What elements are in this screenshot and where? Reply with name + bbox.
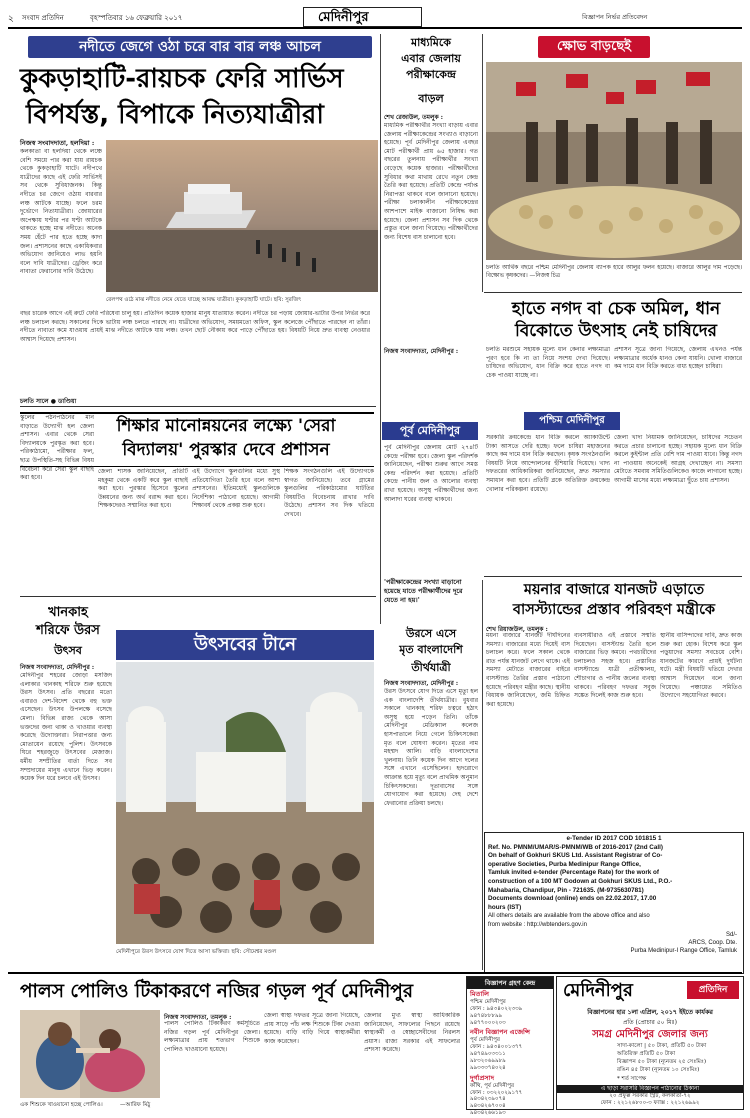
promo-bottom-2: ২০ প্রফুল্ল সরকার স্ট্রিট, কলকাতা-৭২ bbox=[609, 1093, 691, 1099]
tender-line-5: construction of a 100 MT Godown at Gokhuri SKUS Ltd., P.O.- bbox=[488, 877, 673, 885]
col-rule-2 bbox=[482, 34, 483, 292]
exam-title-3: পরীক্ষাকেন্দ্র bbox=[406, 68, 456, 81]
ads-agent-1: নবীন বিজ্ঞাপন এজেন্সি পূর্ব মেদিনীপুর ফোন : ৯৪৩৪০০১৩৭৭ ৯৪৭৪৯০৩৩১১ ৯৮৩২০৬৯৯৮৯ ৯৯৩৩৩৭৪০২৪ bbox=[470, 1028, 530, 1071]
ads-box bbox=[466, 976, 554, 1116]
paddy-byline: নিজস্ব সংবাদদাতা, মেদিনীপুর : bbox=[384, 348, 459, 355]
urs-photo-image bbox=[116, 662, 374, 944]
tender-line-2: On behalf of Gokhuri SKUS Ltd. Assistant Registrar of Co- bbox=[488, 852, 663, 860]
polio-credit: —আরিফ মিঠু bbox=[120, 1102, 151, 1108]
tender-line-4: Tamluk invited e-tender (Percentage Rate) for the work of bbox=[488, 869, 659, 877]
page-number: ২ bbox=[8, 14, 14, 24]
promo-line-2: প্রতি (প্রোচার ৫০ মিঃ) bbox=[622, 1019, 678, 1026]
bus-byline: শেখ রিয়াজউল, তমলুক : bbox=[486, 626, 548, 633]
polio-body-2: জেলা স্বাস্থ্য দফতর সূত্রে জানা গিয়েছে, প্রায় সাড়ে পাঁচ লক্ষ শিশুকে টিকা দেওয়া হয়েছে। বাড়ি বাড়ি গিয়ে স্বাস্থ্যকর্মীরা কাজ করেছেন। bbox=[264, 1012, 360, 1045]
promo-box bbox=[556, 976, 744, 1110]
exam-title-4: বাড়ল bbox=[418, 92, 444, 105]
ads-agent-0: মিতালি পশ্চিম মেদিনীপুর ফোন : ৯৪৩৪০২২৩৩৯ ৯৪৭৪৮৮৮৯৯ ৯৪৭৭০০০২০৩ bbox=[470, 990, 523, 1026]
col-rule-3 bbox=[482, 580, 483, 970]
school-body-2: জেলা শাসক জানিয়েছেন, প্রতিটি মহকুমা থেকে একটি করে স্কুল বাছাই করা হবে। পুরস্কার হিসেবে স্কুলের উন্নয়নের জন্য অর্থ বরাদ্দ করা হবে। শিক্ষকদেরও সম্মানিত করা হবে। bbox=[98, 468, 188, 510]
issue-date: বৃহস্পতিবার ১৬ ফেব্রুয়ারি ২০১৭ bbox=[90, 14, 183, 22]
promo-rate-0: সাদা-কালো | ৫০ টাকা, প্রতিটি ৫০ টাকা bbox=[617, 1043, 707, 1049]
right-note: বিজ্ঞাপন নির্ভর প্রতিবেদন bbox=[582, 13, 648, 21]
col-rule-1 bbox=[380, 34, 381, 624]
paddy-body-1: চলতি মরশুমে সহায়ক মূল্যে ধান কেনার লক্ষ্যমাত্রা পূরণ হবে কি না তা নিয়ে সংশয় দেখা দিয়েছে। চাষিদের অভিযোগ, ধান বিক্রি করে হাতে নগদ বা চেক পাওয়া যাচ্ছে না। bbox=[486, 346, 610, 379]
lead-kicker: নদীতে জেগে ওঠা চরে বার বার লঞ্চ আচল bbox=[28, 36, 372, 58]
ads-title: বিজ্ঞাপন গ্রহণ কেন্দ্র bbox=[467, 977, 553, 989]
lead-body-2: রেলপথ ওঠে মাঝ নদীতে নেমে যেতে যাচ্ছে আবদ্ধ যাত্রীরা। কুকড়াহাটি ঘাটে। ছবি: সুরজিৎ bbox=[106, 297, 302, 303]
tab-purba-medinipur: পূর্ব মেদিনীপুর bbox=[382, 422, 478, 440]
section-title: মেদিনীপুর bbox=[318, 10, 369, 25]
school-body-3: এই উদ্যোগে স্কুলগুলির মধ্যে সুস্থ প্রতিযোগিতা তৈরি হবে বলে আশা প্রশাসনের। ইতিমধ্যেই স্কুলগুলিকে নির্দেশিকা পাঠানো হয়েছে। আগামী শিক্ষাবর্ষ থেকে প্রকল্প শুরু হবে। bbox=[192, 468, 280, 510]
polio-caption: এক শিশুকে খাওয়ানো হচ্ছে পোলিও। bbox=[20, 1102, 103, 1108]
polio-headline: পালস পোলিও টিকাকরণে নজির গড়ল পূর্ব মেদিনীপুর bbox=[20, 981, 414, 1002]
school-body-1: স্কুলের পঠনপাঠনের মান বাড়াতে উদ্যোগী হল জেলা প্রশাসন। এবার থেকে সেরা বিদ্যালয়কে পুরস্কৃত করা হবে। পরিকাঠামো, পরীক্ষার ফল, ছাত্র উপস্থিতি-সহ বিভিন্ন বিষয় বিবেচনা করে সেরা স্কুল বাছাই করা হবে। bbox=[20, 414, 94, 482]
promo-rate-3: রঙিন ৪৫ টাকা (ন্যূনতম ১০ সেঃমিঃ) bbox=[617, 1067, 700, 1073]
tender-line-3: operative Societies, Purba Medinipur Range Office, bbox=[488, 860, 641, 868]
polio-body-3: জেলার মুখ্য স্বাস্থ্য আধিকারিক জানিয়েছেন, সাফল্যের পিছনে রয়েছে স্বাস্থ্যকর্মী ও স্বেচ্ছাসেবীদের নিরলস প্রয়াস। রাজ্য সরকার এই সাফল্যের প্রশংসা করেছে। bbox=[364, 1012, 460, 1054]
protest-photo-image bbox=[486, 62, 742, 260]
exam-title-1: মাধ্যমিকে bbox=[410, 36, 452, 49]
dead-byline: নিজস্ব সংবাদদাতা, মেদিনীপুর : bbox=[384, 680, 459, 687]
exam-body: মাধ্যমিক পরীক্ষার্থীর সংখ্যা বাড়ায় এবার জেলায় পরীক্ষাকেন্দ্রের সংখ্যাও বাড়ানো হয়েছে। পূর্ব মেদিনীপুর জেলায় এবছর মোট পরীক্ষার্থী প্রায় ৬৫ হাজার। গত বছরের তুলনায় পরীক্ষার্থীর সংখ্যা বেড়েছে কয়েক হাজার। পরীক্ষার্থীদের সুবিধার কথা মাথায় রেখে নতুন কেন্দ্র তৈরি করা হয়েছে। প্রতিটি কেন্দ্রে পর্যাপ্ত নিরাপত্তা থাকবে বলে জানানো হয়েছে। পরীক্ষা চলাকালীন পরীক্ষাকেন্দ্রের আশপাশে মাইক বাজানো নিষিদ্ধ করা হয়েছে। জেলা প্রশাসন সব দিক থেকে প্রস্তুত বলে জানা গিয়েছে। পরীক্ষার্থীদের জন্য বিশেষ বাস চালানো হবে। bbox=[384, 122, 478, 241]
dead-body: উরস উৎসবে যোগ দিতে এসে মৃত্যু হল এক বাংলাদেশি তীর্থযাত্রীর। বুধবার সকালে খানকাহ শরিফ চত্বরে হঠাৎ অসুস্থ হয়ে পড়েন তিনি। তাঁকে মেদিনীপুর মেডিক্যাল কলেজ হাসপাতালে নিয়ে গেলে চিকিৎসকেরা মৃত বলে ঘোষণা করেন। মৃতের নাম মহম্মদ আলি। বাড়ি বাংলাদেশের খুলনায়। তিনি কয়েক দিন আগে দলের সঙ্গে এখানে এসেছিলেন। হৃদরোগে আক্রান্ত হয়ে মৃত্যু বলে প্রাথমিক অনুমান চিকিৎসকদের। দূতাবাসের সঙ্গে যোগাযোগ করা হয়েছে। দেহ দেশে ফেরানোর প্রক্রিয়া চলছে। bbox=[384, 688, 478, 807]
protest-caption: চলতি আর্থিক বছরে পশ্চিম মেদিনীপুর জেলায় ব্যাপক হারে আলুর ফলন হয়েছে। বাজারে আলুর দাম পড়েছে। বিক্ষোভ কৃষকদের। —নিজস্ব চিত্র bbox=[486, 265, 742, 279]
paddy-body-3: সরকারি ক্রয়কেন্দ্রে ধান বিক্রি করলে অ্যাকাউন্টে টাকা আসতে দেরি হচ্ছে। ফলে চাষিরা মহাজনের কাছে কম দামে ধান বিক্রি করছেন। কৃষক সংগঠনগুলি বিষয়টি নিয়ে আন্দোলনের হুঁশিয়ারি দিয়েছে। খাদ্য দফতরের আধিকারিকরা জানিয়েছেন, দ্রুত সমস্যার সমাধান করা হবে। প্রতিটি ব্লকে অতিরিক্ত ক্রয়কেন্দ্র খোলার পরিকল্পনা রয়েছে। bbox=[486, 434, 610, 493]
protest-rule bbox=[484, 292, 742, 293]
lead-body-3: বছর চারেক আগে এই রুটে ফেরি পরিষেবা চালু হয়। প্রতিদিন কয়েক হাজার মানুষ যাতায়াত করেন। নদীতে চর পড়ায় জোয়ার-ভাটার উপর নির্ভর করে লঞ্চ চলাচল করছে। সকালের দিকে ভাটায় লঞ্চ চলতে পারছে না। যাত্রীদের অভিযোগ, সময়মতো অফিস, স্কুল কলেজে পৌঁছাতে পারছেন না তাঁরা। নদীতে নাব্যতা কমে যাওয়ায় প্রায়ই মাঝ নদীতে আটকে যায় লঞ্চ। তখন ছোট নৌকায় করে পাড়ে পৌঁছাতে হয়। বিষয়টি নিয়ে দ্রুত ব্যবস্থা নেওয়ার আশ্বাস দিয়েছে প্রশাসন। bbox=[20, 310, 370, 343]
exam-byline: শেখ রেজাউল, তমলুক : bbox=[384, 114, 443, 121]
bus-body-2: ব্যবসায়ীরাও এই প্রস্তাবে সম্মতি দিয়েছেন। বাসস্ট্যান্ড তৈরি হলে বাজারের ভিড় কমবে। পথচারীদের চলাচলও সহজ হবে। প্রস্তাবিত বাসস্ট্যান্ডে যাত্রী প্রতীক্ষালয়, শৌচাগার ও পানীয় জলের ব্যবস্থা থাকবে। পরিবহণ দফতর সবুজ সঙ্কেত দিলেই কাজ শুরু হবে। bbox=[574, 632, 656, 700]
paddy-body-2: প্রশাসন সূত্রে জানা গিয়েছে, জেলায় এখনও পর্যন্ত লক্ষ্যমাত্রার অর্ধেক ধানও কেনা যায়নি। খোলা বাজারে কম দামে ধান বিক্রি করতে বাধ্য হচ্ছেন চাষিরা। bbox=[614, 346, 742, 371]
tender-line-9: All others details are available from the above office and also bbox=[488, 913, 650, 920]
tender-line-0: e-Tender ID 2017 COD 101815 1 bbox=[566, 835, 662, 842]
school-rule bbox=[20, 596, 376, 597]
bottom-rule bbox=[8, 972, 742, 974]
promo-rate-2: বিজ্ঞাপন ৫০ টাকা (ন্যূনতম ২৫ সেঃমিঃ) bbox=[617, 1059, 707, 1065]
tender-line-6: Mahabaria, Chandipur, Pin - 721635. (M-9735630781) bbox=[488, 886, 644, 894]
paddy-headline-2: বিকোতে উৎসাহ নেই চাষিদের bbox=[514, 321, 718, 341]
protest-label: ক্ষোভ বাড়ছেই bbox=[538, 36, 650, 58]
bus-headline-1: ময়নার বাজারে যানজট এড়াতে bbox=[523, 582, 705, 598]
promo-line-3: সমগ্র মেদিনীপুর জেলার জন্য bbox=[592, 1029, 708, 1040]
ads-agent-2: দুর্গাপ্রসাদ কাঁথি, পূর্ব মেদিনীপুর ফোন : ০৩২২০২৯১৭৭ ৯৪৩৪২৩৯০৭৪ ৯৪৩৪২৬৭০০৪ ৯৪৩৪২৬৬১৯৩ bbox=[470, 1073, 523, 1116]
paddy-rule bbox=[484, 576, 742, 577]
dead-headline-3: তীর্থযাত্রী bbox=[411, 661, 451, 674]
tender-sign: Sd/- bbox=[725, 932, 737, 939]
lead-headline-2: বিপর্যস্ত, বিপাকে নিত্যযাত্রীরা bbox=[26, 100, 324, 130]
urs-banner: উৎসবের টানে bbox=[116, 630, 374, 660]
tender-line-10: from website : http://wbtenders.gov.in bbox=[488, 921, 587, 928]
paddy-headline-1: হাতে নগদ বা চেক অমিল, ধান bbox=[511, 299, 721, 319]
school-headline-2: বিদ্যালয়' পুরস্কার দেবে প্রশাসন bbox=[122, 440, 330, 460]
dead-headline-2: মৃত বাংলাদেশি bbox=[399, 643, 463, 656]
bus-body-1: ময়না বাজারে যানজট দীর্ঘদিনের সমস্যা। বাজারের মধ্যে দিয়েই বাস চলাচল করে। ফলে সকাল থেকে রাত পর্যন্ত যানজট লেগে থাকে। এই সমস্যা মেটাতে বাজারের বাইরে বাসস্ট্যান্ড তৈরির প্রস্তাব পাঠানো হয়েছে পরিবহণ মন্ত্রীর কাছে। স্থানীয় বিধায়ক জানিয়েছেন, জমি চিহ্নিত করা হয়েছে। bbox=[486, 632, 570, 708]
promo-logo: প্রতিদিন bbox=[687, 981, 739, 999]
masthead-rule bbox=[8, 27, 742, 29]
lead-headline-1: কুকড়াহাটি-রায়চক ফেরি সার্ভিস bbox=[20, 64, 344, 94]
promo-bottom-1: এ ছাড়া সরাসরি বিজ্ঞাপন পাঠানোর ঠিকানা bbox=[557, 1085, 743, 1093]
promo-title: মেদিনীপুর bbox=[563, 980, 633, 1001]
polio-photo bbox=[20, 1010, 160, 1098]
polio-photo-image bbox=[20, 1010, 160, 1098]
paper-name: সংবাদ প্রতিদিন bbox=[22, 14, 64, 22]
exam-title-2: এবার জেলায় bbox=[401, 52, 461, 65]
tab-paschim-medinipur: পশ্চিম মেদিনীপুর bbox=[524, 412, 620, 430]
urs-caption: মেদিনীপুরে উরস উৎসবে যোগ দিতে আসা ভক্তিরা। ছবি: সৌমেশ্বর মণ্ডল bbox=[116, 949, 277, 955]
bus-headline-2: বাসস্ট্যান্ডের প্রস্তাব পরিবহণ মন্ত্রীকে bbox=[512, 602, 716, 618]
polio-body-1: পালস পোলিও টিকাকরণ কর্মসূচিতে নজির গড়ল পূর্ব মেদিনীপুর জেলা। লক্ষ্যমাত্রার প্রায় শতভাগ শিশুকে পোলিও খাওয়ানো হয়েছে। bbox=[164, 1020, 260, 1053]
tender-sign-2: ARCS, Coop. Dte. bbox=[688, 940, 737, 947]
tender-notice bbox=[484, 832, 744, 974]
purba-body: পূর্ব মেদিনীপুর জেলায় মোট ২৭৪টি কেন্দ্রে পরীক্ষা হবে। জেলা স্কুল পরিদর্শক জানিয়েছেন, পরীক্ষা শুরুর আগে সমস্ত কেন্দ্র পরিদর্শন করা হয়েছে। প্রতিটি কেন্দ্রে পানীয় জল ও আলোর ব্যবস্থা রাখা হয়েছে। অসুস্থ পরীক্ষার্থীদের জন্য আলাদা ঘরের ব্যবস্থা থাকবে। bbox=[384, 444, 478, 503]
bus-body-3: স্থানীয় বাসিন্দাদের দাবি, দ্রুত কাজ শুরু করা হোক। বিশেষ করে স্কুল পড়ুয়াদের সমস্যা সবচেয়ে বেশি। যানজটের কারণে প্রায়ই দুর্ঘটনা ঘটে। মন্ত্রী বিষয়টি খতিয়ে দেখার আশ্বাস দিয়েছেন বলে জানা গিয়েছে। পঞ্চায়েত সমিতিও উদ্যোগে সহযোগিতা করবে। bbox=[660, 632, 742, 700]
tender-sign-3: Purba Medinipur-I Range Office, Tamluk bbox=[630, 948, 737, 955]
urs-photo bbox=[116, 662, 374, 944]
urs-headline-2: শরিফে উরস bbox=[36, 623, 100, 638]
ferry-photo bbox=[106, 140, 378, 292]
promo-line-1: বিজ্ঞাপনের হার ১লা এপ্রিল, ২০১৭ ইইতে কার্যকর bbox=[587, 1009, 713, 1016]
school-body-4: শিক্ষক সংগঠনগুলি এই উদ্যোগকে স্বাগত জানিয়েছে। তবে গ্রামের স্কুলগুলির পরিকাঠামোর ঘাটতির বিষয়টিও বিবেচনায় রাখার দাবি উঠেছে। প্রশাসন সব দিক খতিয়ে দেখবে। bbox=[284, 468, 374, 518]
polio-byline: নিজস্ব সংবাদদাতা, তমলুক : bbox=[164, 1014, 232, 1021]
urs-headline-3: উৎসব bbox=[54, 644, 82, 657]
protest-photo bbox=[486, 62, 742, 260]
lead-body-1: কলকাতা বা হলদিয়া থেকে লঞ্চে বেশি সময়ে পার করা যায় রায়চক থেকে কুকড়াহাটি ঘাটে। নদীপথে যাত্রীদের কাছে এই ফেরি সার্ভিসই সব থেকে সুবিধাজনক। কিন্তু নদীতে চর জেগে ওঠায় বারবার লঞ্চ আটকে যাচ্ছে। ফলে চরম দুর্ভোগে নিত্যযাত্রীরা। জোয়ারের অপেক্ষায় ঘণ্টার পর ঘণ্টা আটকে থাকতে হচ্ছে মাঝ নদীতে। অনেক সময় হেঁটে পার হতে হচ্ছে কাদা জল। প্রশাসনের কাছে একাধিকবার অভিযোগ জানিয়েও লাভ হয়নি বলে দাবি যাত্রীদের। ড্রেজিং করে নাব্যতা ফেরানোর দাবি উঠেছে। bbox=[20, 148, 102, 276]
ferry-photo-image bbox=[106, 140, 378, 292]
tender-line-8: hours (IST) bbox=[488, 903, 522, 911]
tender-line-7: Documents download (online) ends on 22.02.2017, 17.00 bbox=[488, 895, 657, 903]
purba-quote: 'পরীক্ষাকেন্দ্রের সংখ্যা বাড়ানো হয়েছে যাতে পরীক্ষার্থীদের দূরে যেতে না হয়।' bbox=[384, 578, 463, 604]
school-headline-1: শিক্ষার মানোন্নয়নের লক্ষ্যে 'সেরা bbox=[116, 416, 336, 436]
dead-headline-1: উরসে এসে bbox=[405, 627, 457, 640]
promo-bottom-3: ফোন : ২২১২৬৮০০-৩ ফ্যাক্স : ২২১২৬৯৯২ bbox=[600, 1100, 700, 1106]
urs-headline-1: খানকাহ bbox=[48, 605, 88, 620]
lead-byline: নিজস্ব সংবাদদাতা, হলদিয়া : bbox=[20, 139, 95, 147]
promo-rate-1: অতিরিক্ত প্রতিটি ৫০ টাকা bbox=[617, 1051, 676, 1057]
urs-byline: নিজস্ব সংবাদদাতা, মেদিনীপুর : bbox=[20, 664, 95, 671]
promo-tnc: * শর্ত সাপেক্ষ bbox=[617, 1076, 647, 1082]
tender-line-1: Ref. No. PMNM/UMAR/S-PMNM/WB of 2016-2017 (2nd Call) bbox=[488, 843, 663, 851]
lead-dateline: চলতি সালে ● ডাণ্ডিয়া bbox=[20, 398, 77, 405]
lead-rule bbox=[20, 406, 376, 407]
paddy-body-4: জেলা খাদ্য নিয়ামক জানিয়েছেন, চাষিদের সচেতন করতে প্রচার চালানো হচ্ছে। সহায়ক মূল্যে ধান বিক্রি করলে কুইন্টাল প্রতি বেশি দাম পাওয়া যাবে। কিন্তু নগদ না পাওয়ায় অনেকেই আগ্রহ দেখাচ্ছেন না। সমস্যা মেটাতে সমবায় সমিতিগুলিকেও কাজে লাগানো হচ্ছে। আগামী মাসের মধ্যে লক্ষ্যমাত্রা ছুঁতে চায় প্রশাসন। bbox=[614, 434, 742, 484]
urs-body: মেদিনীপুর শহরের জোড়া মসজিদ এলাকার খানকাহ শরিফে শুরু হয়েছে উরস উৎসব। প্রতি বছরের মতো এবারও দেশ-বিদেশ থেকে বহু ভক্ত এসেছেন। উৎসব উপলক্ষে বসেছে মেলা। বিভিন্ন রাজ্য থেকে আসা ভক্তদের জন্য থাকা ও খাওয়ার ব্যবস্থা করেছে উদ্যোক্তারা। নিরাপত্তার জন্য মোতায়েন রয়েছে পুলিশ। উৎসবকে ঘিরে শহরজুড়ে উৎসবের মেজাজ। ধর্মীয় সম্প্রীতির বার্তা দিতে সব সম্প্রদায়ের মানুষ এখানে ভিড় করেন। কয়েক দিন ধরে চলবে এই উৎসব। bbox=[20, 672, 112, 783]
masthead bbox=[0, 0, 750, 28]
